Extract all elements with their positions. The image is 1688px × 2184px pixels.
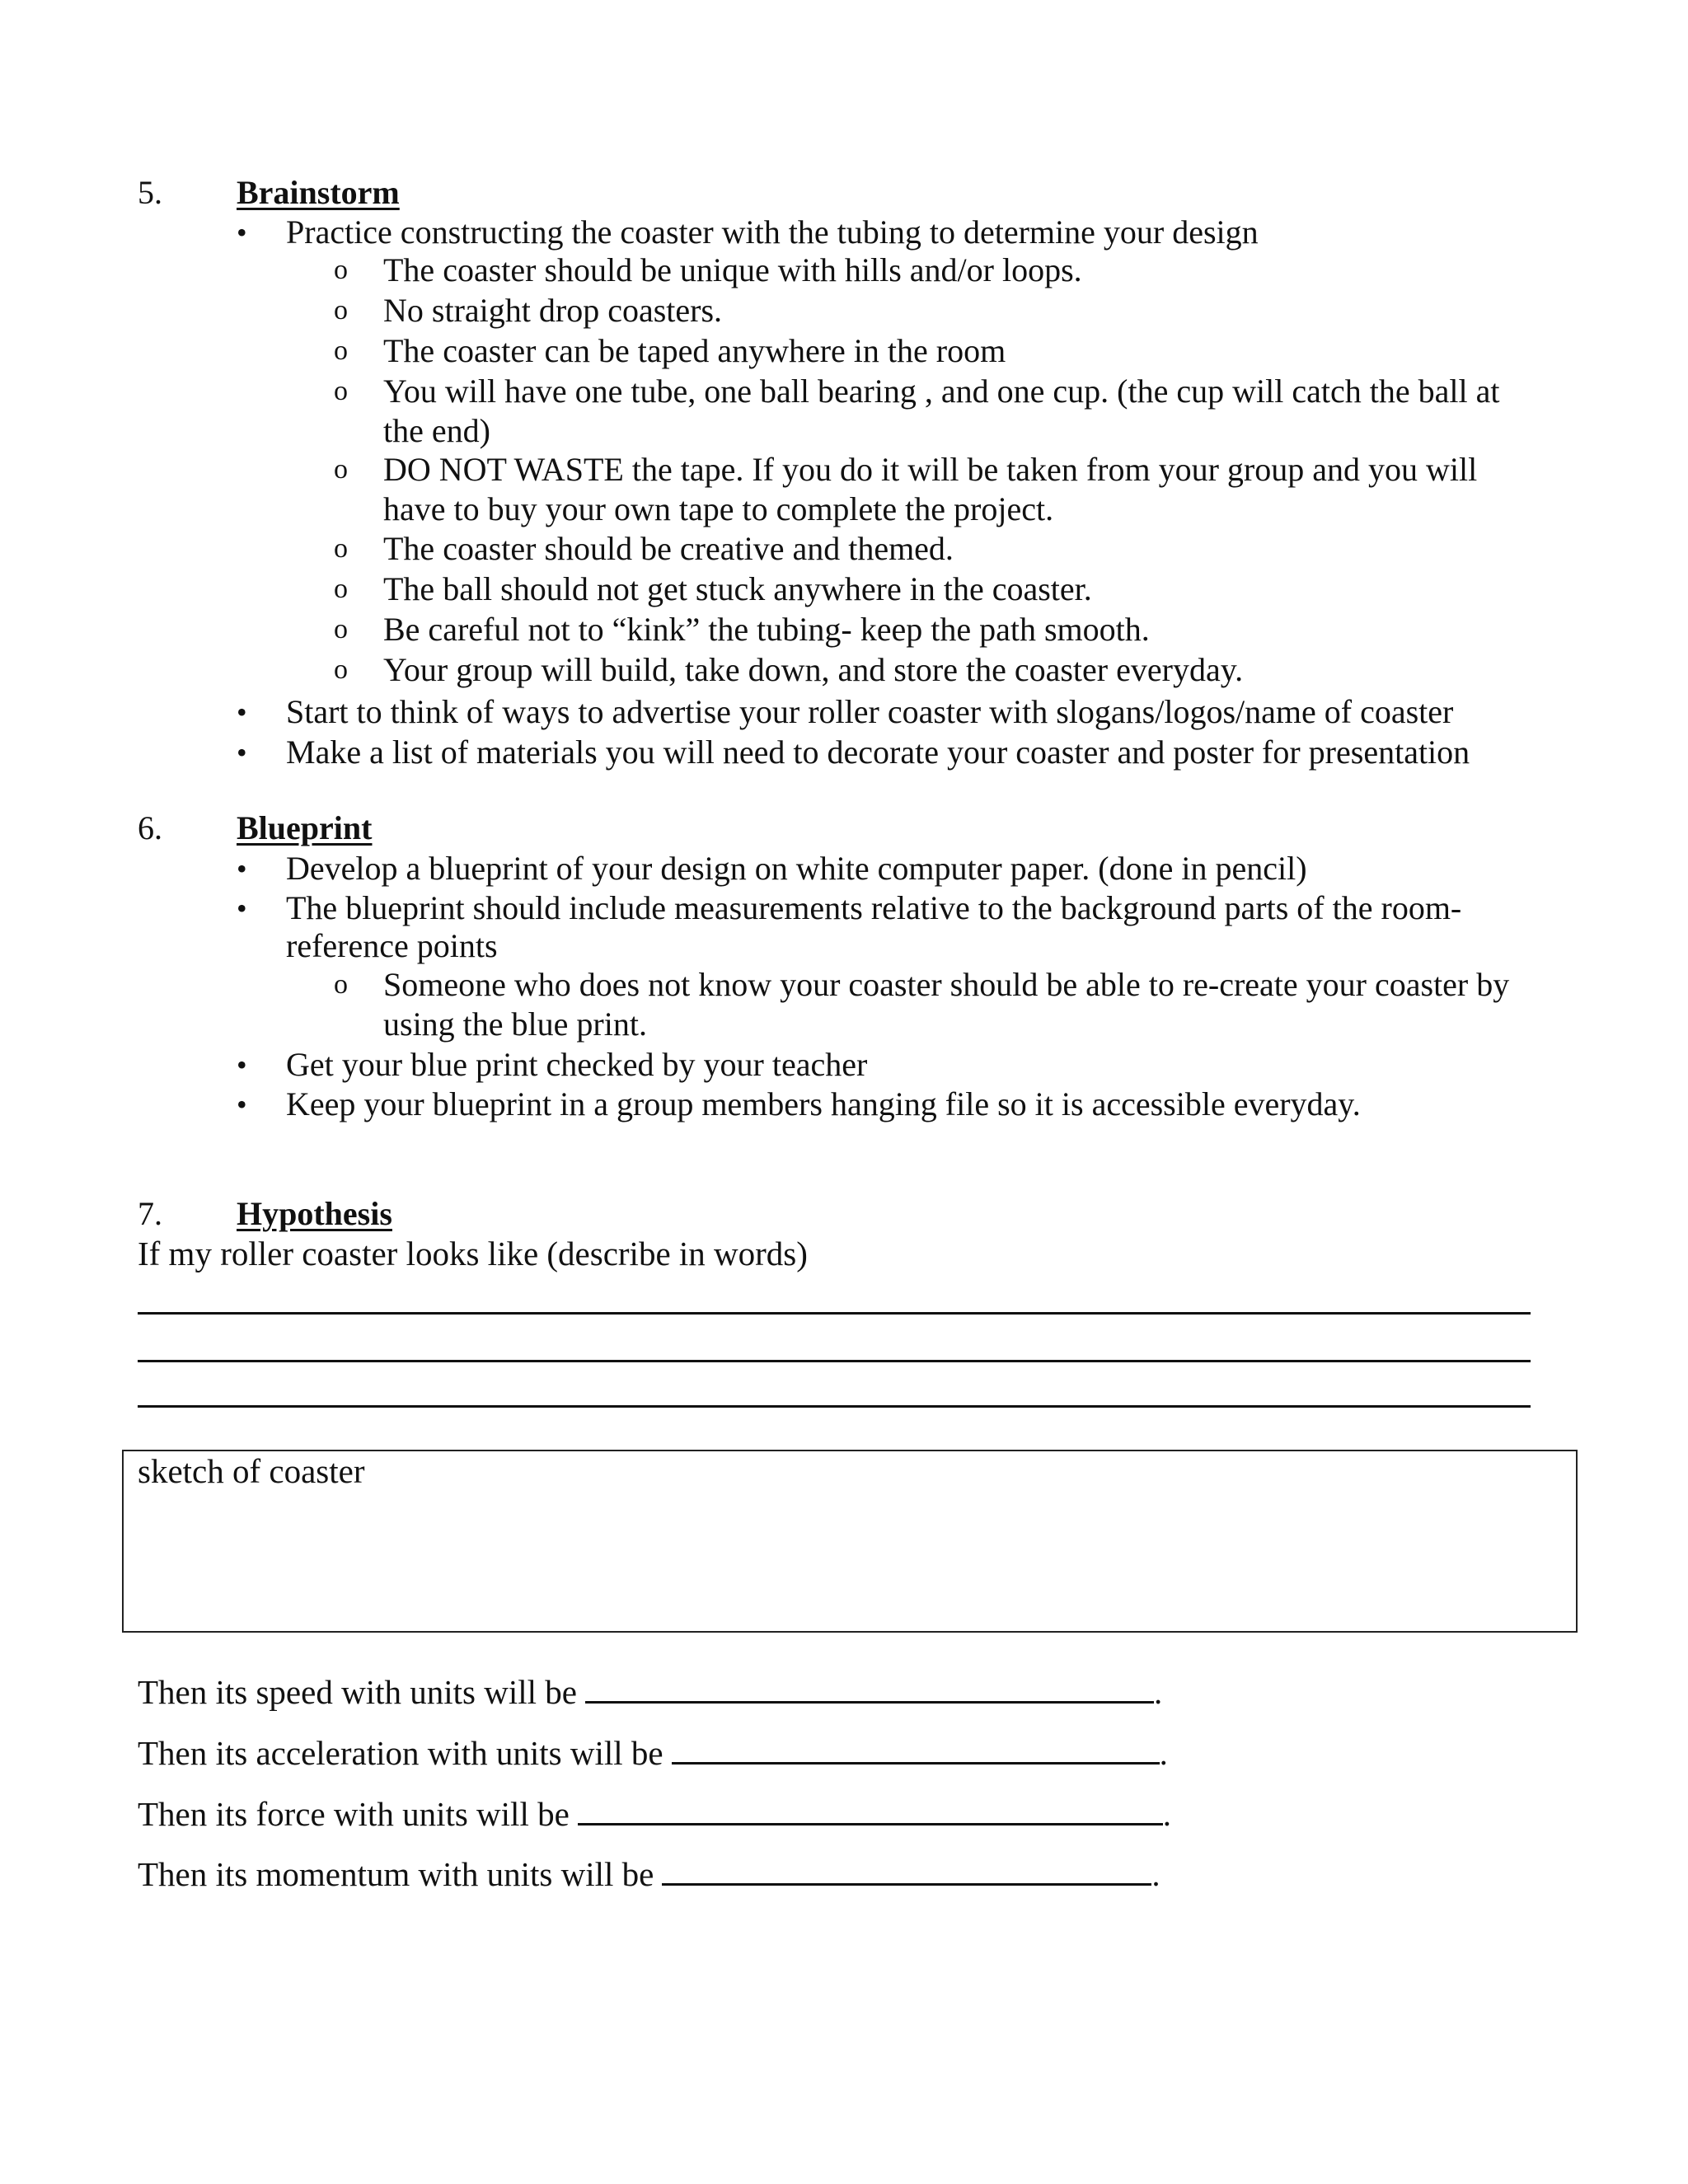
brainstorm-sub-8: Be careful not to “kink” the tubing- keep the path smooth. (383, 611, 1150, 648)
section-6-title: Blueprint (237, 809, 373, 846)
momentum-prompt: Then its momentum with units will be (138, 1855, 654, 1893)
blueprint-bullet-3: Get your blue print checked by your teacher (286, 1046, 868, 1083)
sub-bullet-glyph: o (334, 654, 348, 685)
sub-bullet-glyph: o (334, 295, 348, 326)
hypothesis-prompt: If my roller coaster looks like (describe in words) (138, 1235, 808, 1272)
brainstorm-sub-9: Your group will build, take down, and store the coaster everyday. (383, 651, 1244, 688)
momentum-blank[interactable] (662, 1852, 1151, 1886)
speed-line (138, 1670, 1162, 1712)
force-line (138, 1792, 1171, 1834)
sub-bullet-glyph: o (334, 376, 348, 406)
brainstorm-sub-6: The coaster should be creative and themed. (383, 530, 954, 567)
blueprint-sub-1: Someone who does not know your coaster should be able to re-create your coaster by (383, 966, 1510, 1003)
bullet-glyph: • (237, 216, 247, 249)
bullet-glyph: • (237, 892, 247, 925)
section-7-number: 7. (138, 1195, 162, 1232)
sub-bullet-glyph: o (334, 614, 348, 644)
answer-line-3[interactable] (138, 1405, 1531, 1408)
sketch-label: sketch of coaster (138, 1452, 365, 1490)
section-5-title: Brainstorm (237, 174, 400, 211)
acceleration-prompt: Then its acceleration with units will be (138, 1734, 663, 1772)
blueprint-sub-1-cont: using the blue print. (383, 1005, 647, 1043)
sub-bullet-glyph: o (334, 533, 348, 564)
acceleration-line (138, 1731, 1168, 1773)
acceleration-blank[interactable] (672, 1731, 1160, 1765)
blueprint-bullet-2: The blueprint should include measurements relative to the background parts of the room- (286, 889, 1462, 926)
bullet-glyph: • (237, 1088, 247, 1121)
momentum-line (138, 1852, 1160, 1894)
sub-bullet-glyph: o (334, 335, 348, 366)
brainstorm-sub-7: The ball should not get stuck anywhere in the coaster. (383, 570, 1092, 607)
brainstorm-sub-5: DO NOT WASTE the tape. If you do it will be taken from your group and you will (383, 451, 1478, 488)
blueprint-bullet-1: Develop a blueprint of your design on white computer paper. (done in pencil) (286, 850, 1307, 887)
bullet-glyph: • (237, 852, 247, 885)
period: . (1153, 1673, 1163, 1711)
brainstorm-sub-4-cont: the end) (383, 412, 490, 449)
brainstorm-bullet-1: Practice constructing the coaster with the tubing to determine your design (286, 213, 1259, 251)
blueprint-bullet-4: Keep your blueprint in a group members hanging file so it is accessible everyday. (286, 1085, 1361, 1122)
section-5-number: 5. (138, 174, 162, 211)
brainstorm-bullet-3: Make a list of materials you will need to decorate your coaster and poster for presentation (286, 733, 1470, 771)
force-blank[interactable] (578, 1792, 1163, 1825)
speed-prompt: Then its speed with units will be (138, 1673, 577, 1711)
bullet-glyph: • (237, 696, 247, 729)
brainstorm-sub-4: You will have one tube, one ball bearing , and one cup. (the cup will catch the ball at (383, 373, 1500, 410)
answer-line-1[interactable] (138, 1312, 1531, 1315)
bullet-glyph: • (237, 736, 247, 769)
brainstorm-sub-1: The coaster should be unique with hills and/or loops. (383, 251, 1082, 288)
sub-bullet-glyph: o (334, 454, 348, 485)
brainstorm-sub-2: No straight drop coasters. (383, 292, 723, 329)
speed-blank[interactable] (585, 1670, 1154, 1704)
sub-bullet-glyph: o (334, 255, 348, 285)
period: . (1159, 1734, 1168, 1772)
answer-line-2[interactable] (138, 1360, 1531, 1362)
sub-bullet-glyph: o (334, 574, 348, 604)
period: . (1162, 1795, 1172, 1833)
sub-bullet-glyph: o (334, 969, 348, 1000)
force-prompt: Then its force with units will be (138, 1795, 570, 1833)
section-6-number: 6. (138, 809, 162, 846)
brainstorm-sub-3: The coaster can be taped anywhere in the room (383, 332, 1006, 369)
period: . (1151, 1855, 1160, 1893)
brainstorm-bullet-2: Start to think of ways to advertise your roller coaster with slogans/logos/name of coaster (286, 693, 1454, 730)
sketch-box[interactable] (122, 1450, 1578, 1633)
bullet-glyph: • (237, 1048, 247, 1081)
blueprint-bullet-2-cont: reference points (286, 927, 498, 964)
brainstorm-sub-5-cont: have to buy your own tape to complete the project. (383, 490, 1054, 527)
section-7-title: Hypothesis (237, 1195, 392, 1232)
